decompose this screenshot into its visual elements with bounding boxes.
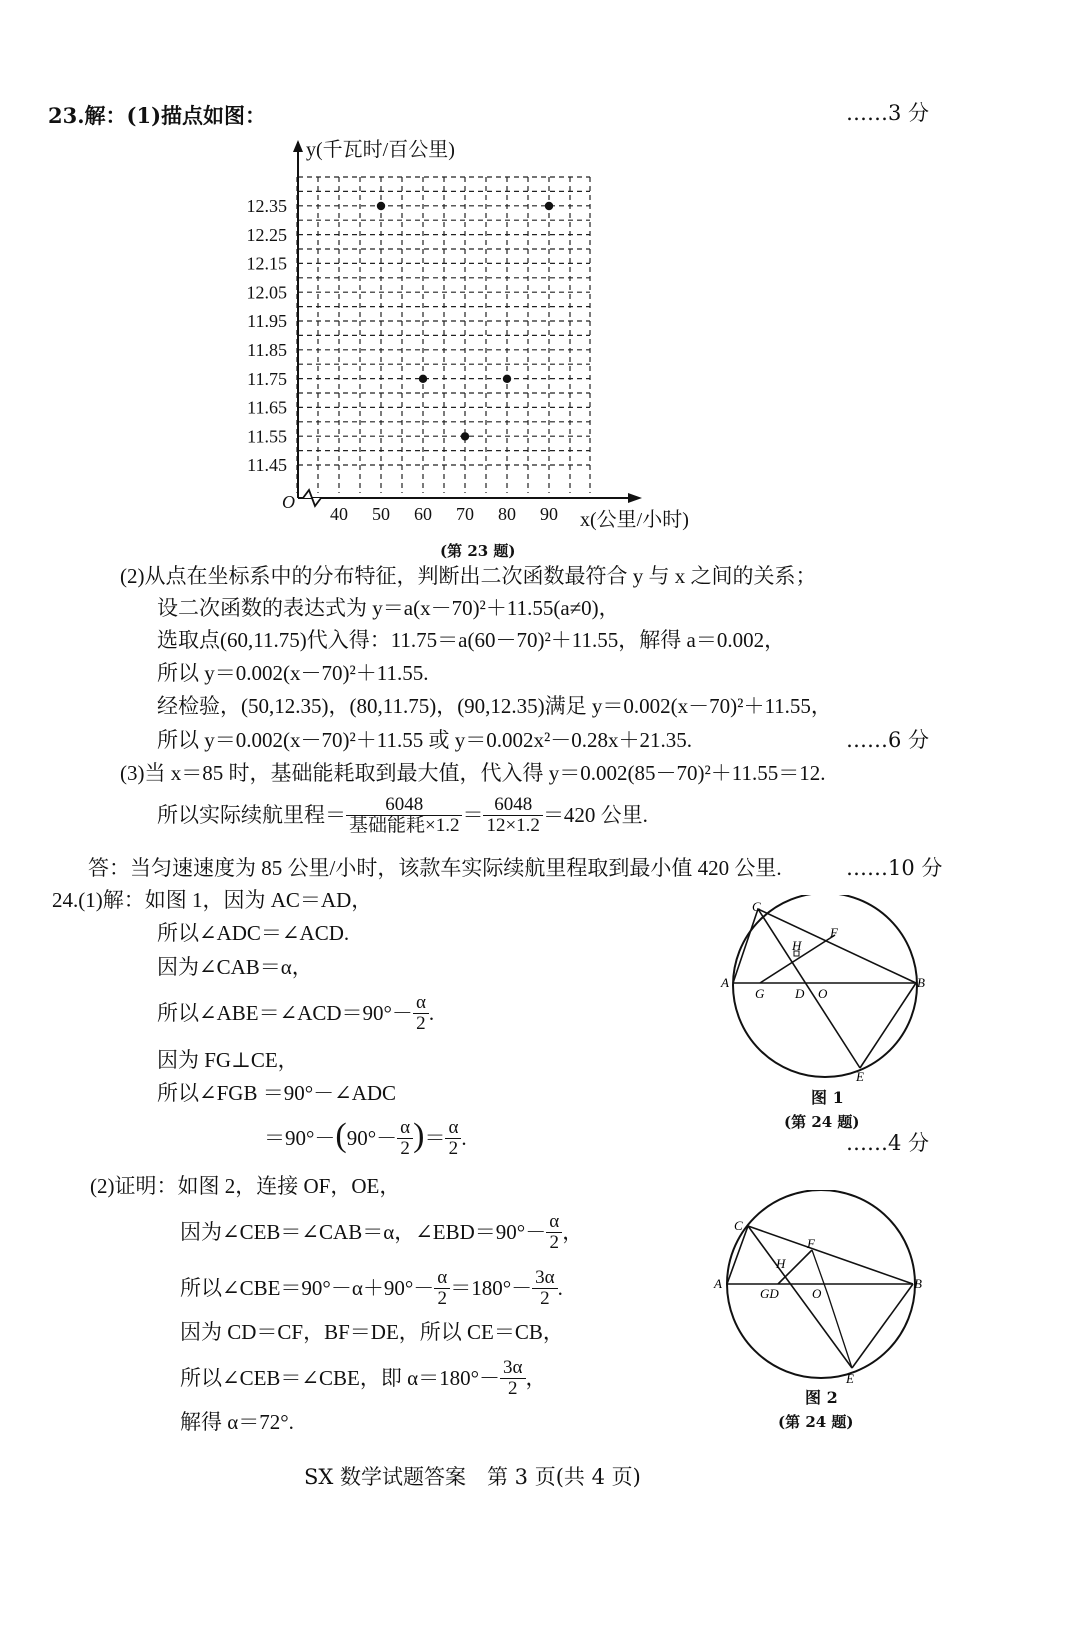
y-tick-label: 11.75 [247,368,287,389]
alpha-over-2 [397,1118,413,1159]
left-paren: ( [335,1117,347,1155]
equals: ＝ [462,802,484,827]
q24-p2-line3-text: 所以∠CBE＝90°－α＋90°－ [180,1275,435,1300]
fig1-label-a: A [721,975,729,990]
data-point [503,375,511,383]
fig2-label-b: B [914,1276,922,1291]
q24-score-4: ……4 分 [846,1131,930,1155]
q23-answer: 答：当匀速速度为 85 公里/小时，该款车实际续航里程取到最小值 420 公里. [88,856,782,880]
q24-figure-1 [710,895,950,1105]
fig2-label-a: A [714,1276,722,1291]
alpha-over-2 [413,993,429,1034]
q23-p2-line4: 经检验，(50,12.35)，(80,11.75)，(90,12.35)满足 y＝0.002(x－70)²＋11.55， [157,694,832,718]
q23-p3-result: ＝420 公里. [542,802,648,827]
fraction-denominator: 2 [400,1137,410,1159]
y-tick-label: 12.25 [246,224,287,245]
chart-labels [247,138,689,531]
q23-heading: 23.解：(1)描点如图： [48,103,267,128]
fraction-denominator: 2 [549,1231,559,1253]
q23-score-2: ……6 分 [846,728,930,752]
q23-p3-fraction-2 [483,795,542,836]
fraction-numerator: α [397,1118,413,1139]
fig2-label-c: C [734,1218,743,1233]
q24-figure-2 [700,1190,940,1400]
alpha-over-2 [445,1118,461,1159]
q24-p2-line3-mid: ＝180°－ [450,1275,533,1300]
y-tick-label: 12.15 [246,253,287,274]
fraction-denominator: 2 [437,1287,447,1309]
fig1-label-d: D [795,986,805,1001]
fig1-caption: 图 1 [811,1088,844,1107]
fig1-label-e: E [856,1069,864,1084]
q23-p2-line3: 所以 y＝0.002(x－70)²＋11.55. [157,661,429,685]
q23-p3-range-formula [157,795,648,836]
q23-p3-fraction-1 [346,795,462,836]
period: . [557,1275,563,1300]
right-paren: ) [413,1117,425,1155]
fig2-label-gd: GD [760,1286,779,1301]
q23-figure-caption: (第 23 题) [440,542,516,560]
alpha-over-2 [546,1212,562,1253]
fig2-label-h: H [776,1256,786,1271]
q23-p2-line1: 设二次函数的表达式为 y＝a(x－70)²＋11.55(a≠0)， [157,596,620,620]
x-tick-label: 90 [540,504,558,524]
q24-p1-line2: 所以∠ADC＝∠ACD. [157,921,350,945]
y-axis-arrow [293,140,303,152]
fraction-numerator: 6048 [346,795,462,816]
comma: ， [525,1365,547,1390]
q24-p2-line4: 因为 CD＝CF，BF＝DE，所以 CE＝CB， [180,1320,564,1344]
fig1-sub-caption: (第 24 题) [784,1113,860,1131]
y-tick-label: 11.45 [247,455,287,476]
three-alpha-over-2 [532,1268,557,1309]
fraction-numerator: 6048 [483,795,542,816]
fraction-denominator: 2 [416,1012,426,1034]
data-point [377,202,385,210]
chart-grid [297,177,590,493]
x-axis-arrow [628,493,642,503]
q24-p2-line6: 解得 α＝72°. [180,1410,294,1434]
q23-p2-line2: 选取点(60,11.75)代入得：11.75＝a(60－70)²＋11.55，解得 a＝0.002， [157,628,786,652]
fig1-label-c: C [752,899,761,914]
fraction-numerator: α [546,1212,562,1233]
y-tick-label: 11.95 [247,311,287,332]
q23-p3-line1: (3)当 x＝85 时，基础能耗取到最大值，代入得 y＝0.002(85－70)²＋11.55＝12. [120,761,826,785]
period: . [461,1125,467,1150]
x-tick-label: 70 [456,504,474,524]
fraction-numerator: α [434,1268,450,1289]
fraction-numerator: 3α [500,1358,525,1379]
q24-p2-line1: (2)证明：如图 2，连接 OF，OE， [90,1174,401,1198]
fraction-denominator: 2 [448,1137,459,1159]
q24-p2-line5 [180,1358,547,1399]
q24-p2-line2 [180,1212,583,1253]
y-tick-label: 12.05 [246,282,287,303]
x-tick-label: 50 [372,504,390,524]
q24-p2-line3 [180,1268,563,1309]
fraction-denominator: 12×1.2 [486,814,540,836]
fig2-label-f: F [807,1236,815,1251]
fraction-denominator: 2 [508,1377,518,1399]
fig2-sub-caption: (第 24 题) [778,1413,854,1431]
equals: ＝ [424,1125,446,1150]
fig1-label-o: O [818,986,828,1001]
y-tick-label: 11.65 [247,397,287,418]
period: . [428,1000,435,1025]
fig1-label-b: B [917,975,925,990]
x-tick-label: 60 [414,504,432,524]
fig2-caption: 图 2 [805,1388,838,1407]
q24-p1-line1: 24.(1)解：如图 1，因为 AC＝AD， [52,888,373,912]
three-alpha-over-2 [500,1358,525,1399]
x-tick-label: 80 [498,504,516,524]
fig1-label-f: F [830,925,838,940]
q23-p3-prefix: 所以实际续航里程＝ [157,802,346,827]
q24-p1-line7 [264,1118,467,1159]
comma: ， [562,1219,584,1244]
y-tick-label: 12.35 [246,196,287,216]
q24-p1-line3: 因为∠CAB＝α， [157,955,313,979]
q24-p1-line7-text: ＝90°－ [264,1125,336,1150]
q23-p2-intro: (2)从点在坐标系中的分布特征，判断出二次函数最符合 y 与 x 之间的关系； [120,564,817,588]
data-point [419,375,427,383]
fig2-label-o: O [812,1286,822,1301]
q24-p1-line5: 因为 FG⊥CE， [157,1048,299,1072]
q24-p2-line5-text: 所以∠CEB＝∠CBE，即 α＝180°－ [180,1365,501,1390]
fig2-label-e: E [846,1371,854,1386]
q23-score-3: ……10 分 [846,856,943,880]
x-tick-label: 40 [330,504,348,524]
q24-p1-line4 [157,993,434,1034]
fraction-numerator: 3α [532,1268,557,1289]
fraction-numerator: α [413,993,429,1014]
q23-p2-line5: 所以 y＝0.002(x－70)²＋11.55 或 y＝0.002x²－0.28x＋21.35. [157,728,693,752]
q24-p1-line7-inner: 90°－ [346,1125,398,1150]
fraction-denominator: 2 [540,1287,550,1309]
q24-p2-line2-text: 因为∠CEB＝∠CAB＝α，∠EBD＝90°－ [180,1219,547,1244]
page-footer: SX 数学试题答案 第 3 页(共 4 页) [304,1465,641,1489]
y-axis-title: y(千瓦时/百公里) [306,139,455,161]
alpha-over-2 [434,1268,450,1309]
fig1-label-g: G [755,986,765,1001]
fraction-numerator: α [445,1118,461,1139]
x-axis-title: x(公里/小时) [580,509,689,531]
q23-score-1: ……3 分 [846,101,930,125]
fraction-denominator: 基础能耗×1.2 [349,814,460,836]
y-tick-label: 11.55 [247,426,287,447]
y-tick-label: 11.85 [247,340,287,360]
fig1-label-h: H [792,938,802,953]
data-point [461,432,469,440]
origin-label: O [282,492,295,512]
data-point [545,202,553,210]
q24-p1-line4-text: 所以∠ABE＝∠ACD＝90°－ [157,1000,413,1025]
q24-p1-line6: 所以∠FGB ＝90°－∠ADC [157,1081,397,1105]
